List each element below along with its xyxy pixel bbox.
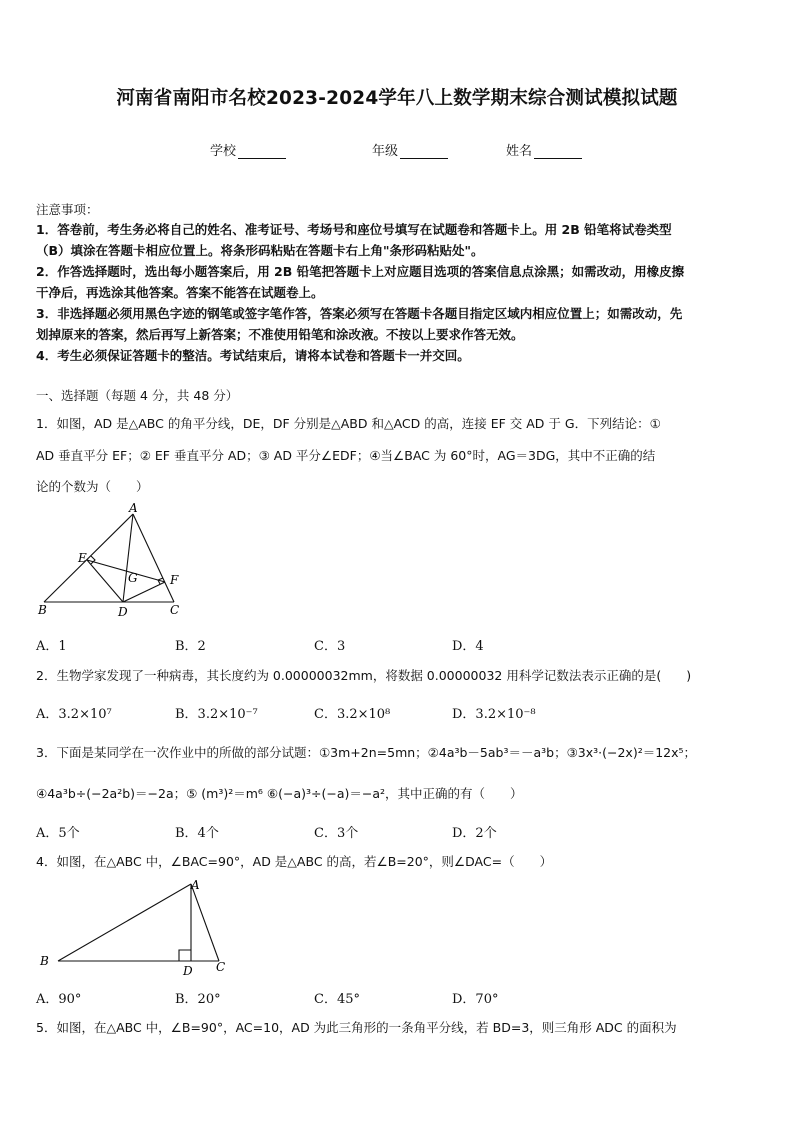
label-b: B — [38, 603, 47, 617]
name-label: 姓名 — [506, 144, 533, 159]
segment-df — [123, 582, 165, 602]
note-2a: 2．作答选择题时，选出每小题答案后，用 2B 铅笔把答题卡上对应题目选项的答案信息点涂黑；如需改动，用橡皮擦 — [36, 264, 685, 279]
q1-line2: AD 垂直平分 EF；② EF 垂直平分 AD；③ AD 平分∠EDF；④当∠BAC 为 60°时，AG＝3DG，其中不正确的结 — [36, 448, 656, 463]
segment-de — [87, 560, 123, 602]
q3-line1: 3．下面是某同学在一次作业中的所做的部分试题：①3m+2n=5mn；②4a³b－5ab³＝－a³b；③3x³·(−2x)²＝12x⁵； — [36, 745, 697, 760]
segment-ad — [123, 514, 133, 602]
grade-blank[interactable] — [400, 144, 448, 159]
notes-heading: 注意事项： — [36, 202, 99, 217]
label-d: D — [183, 964, 193, 978]
school-blank[interactable] — [238, 144, 286, 159]
label-a: A — [191, 878, 200, 892]
right-angle-d — [179, 950, 191, 961]
q3-option-b[interactable]: B．4个 — [175, 826, 219, 841]
label-a: A — [129, 501, 138, 515]
q2-option-d[interactable]: D．3.2×10⁻⁸ — [452, 707, 536, 722]
q2-line1: 2．生物学家发现了一种病毒，其长度约为 0.00000032mm，将数据 0.00000032 用科学记数法表示正确的是( ) — [36, 668, 692, 683]
q1-option-d[interactable]: D．4 — [452, 639, 484, 654]
side-ac — [191, 884, 219, 961]
label-c: C — [170, 603, 180, 617]
section-heading: 一、选择题（每题 4 分，共 48 分） — [36, 388, 239, 403]
q3-option-c[interactable]: C．3个 — [314, 826, 359, 841]
note-3b: 划掉原来的答案，然后再写上新答案；不准使用铅笔和涂改液。不按以上要求作答无效。 — [36, 327, 524, 342]
label-f: F — [170, 573, 179, 587]
label-c: C — [216, 960, 226, 974]
label-e: E — [78, 551, 87, 565]
q1-line1: 1．如图，AD 是△ABC 的角平分线，DE，DF 分别是△ABD 和△ACD 的高，连接 EF 交 AD 于 G．下列结论：① — [36, 416, 661, 431]
label-b: B — [40, 954, 49, 968]
q3-option-a[interactable]: A．5个 — [36, 826, 80, 841]
q1-option-b[interactable]: B．2 — [175, 639, 206, 654]
q1-option-c[interactable]: C．3 — [314, 639, 346, 654]
note-2b: 干净后，再选涂其他答案。答案不能答在试题卷上。 — [36, 285, 324, 300]
q3-option-d[interactable]: D．2个 — [452, 826, 497, 841]
side-ab — [58, 884, 191, 961]
q4-line1: 4．如图，在△ABC 中，∠BAC=90°，AD 是△ABC 的高，若∠B=20°，则∠DAC=（ ） — [36, 854, 553, 869]
school-label: 学校 — [210, 144, 237, 159]
grade-label: 年级 — [372, 144, 399, 159]
school-field — [210, 140, 286, 159]
q4-option-a[interactable]: A．90° — [36, 992, 82, 1007]
side-ab — [44, 514, 133, 602]
name-blank[interactable] — [534, 144, 582, 159]
name-field — [506, 140, 582, 159]
q2-option-a[interactable]: A．3.2×10⁷ — [36, 707, 112, 722]
q4-option-c[interactable]: C．45° — [314, 992, 360, 1007]
label-d: D — [118, 605, 128, 619]
q4-option-d[interactable]: D．70° — [452, 992, 499, 1007]
page-title: 河南省南阳市名校2023-2024学年八上数学期末综合测试模拟试题 — [116, 88, 678, 109]
label-g: G — [128, 571, 138, 585]
side-ac — [133, 514, 174, 602]
grade-field — [372, 140, 448, 159]
right-angle-e — [91, 556, 95, 564]
q2-option-c[interactable]: C．3.2×10⁸ — [314, 707, 391, 722]
q1-option-a[interactable]: A．1 — [36, 639, 67, 654]
q5-line1: 5．如图，在△ABC 中，∠B=90°，AC=10，AD 为此三角形的一条角平分线，若 BD=3，则三角形 ADC 的面积为 — [36, 1020, 677, 1035]
note-1a: 1．答卷前，考生务必将自己的姓名、准考证号、考场号和座位号填写在试题卷和答题卡上。用 2B 铅笔将试卷类型 — [36, 222, 672, 237]
q1-line3: 论的个数为（ ） — [36, 479, 149, 494]
note-1b: （B）填涂在答题卡相应位置上。将条形码粘贴在答题卡右上角"条形码粘贴处"。 — [36, 243, 484, 258]
note-4: 4．考生必须保证答题卡的整洁。考试结束后，请将本试卷和答题卡一并交回。 — [36, 348, 470, 363]
q2-option-b[interactable]: B．3.2×10⁻⁷ — [175, 707, 258, 722]
q4-figure — [36, 875, 246, 980]
q3-line2: ④4a³b÷(−2a²b)＝−2a；⑤ (m³)²＝m⁶ ⑥(−a)³÷(−a)＝−a²，其中正确的有（ ） — [36, 786, 523, 801]
q1-figure — [30, 500, 210, 625]
q4-option-b[interactable]: B．20° — [175, 992, 221, 1007]
note-3a: 3．非选择题必须用黑色字迹的钢笔或签字笔作答，答案必须写在答题卡各题目指定区域内相应位置上；如需改动，先 — [36, 306, 683, 321]
